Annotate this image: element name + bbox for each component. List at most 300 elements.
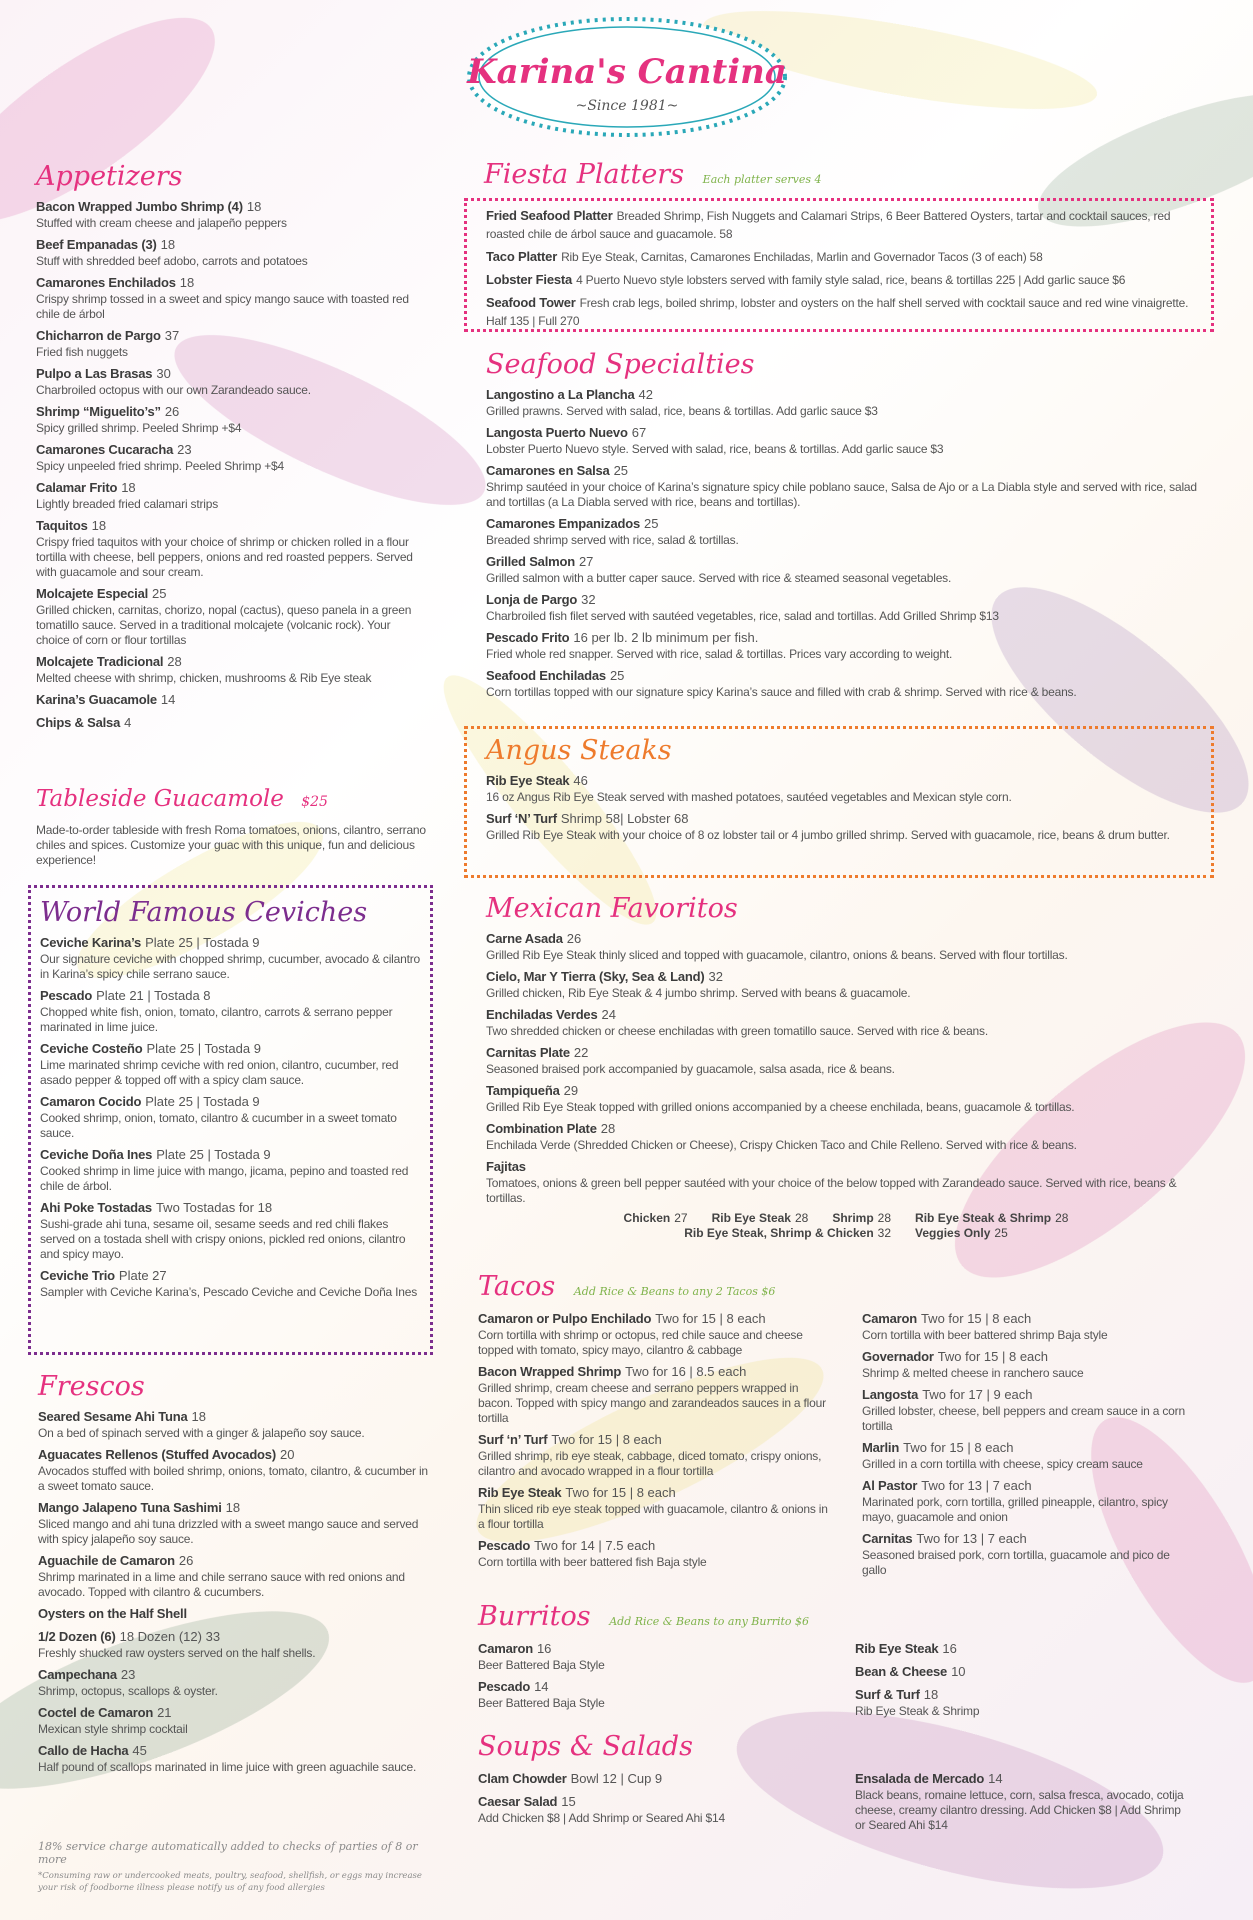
menu-item-heading [36, 403, 426, 421]
menu-item-heading [486, 629, 1206, 647]
tacos-right-list [862, 1310, 1192, 1578]
menu-item-name: Cielo, Mar Y Tierra (Sky, Sea & Land) [486, 969, 705, 984]
menu-item-name: Taco Platter [486, 249, 558, 264]
menu-item-description: Mexican style shrimp cocktail [38, 1722, 188, 1736]
menu-item-heading [40, 1199, 422, 1217]
menu-item-price: Plate 25 | Tostada 9 [156, 1147, 271, 1162]
menu-item [486, 810, 1191, 843]
menu-item-name: Ceviche Costeño [40, 1041, 143, 1056]
menu-item [38, 1552, 428, 1600]
menu-item-price: 18 [191, 1409, 206, 1424]
menu-item-heading [38, 1704, 428, 1722]
menu-item-name: Lonja de Pargo [486, 592, 578, 607]
soups-right-list [855, 1770, 1185, 1833]
menu-item [486, 1158, 1206, 1206]
menu-item-name: Al Pastor [862, 1478, 918, 1493]
tableside-title-text: Tableside Guacamole [36, 786, 284, 812]
menu-item-heading [486, 271, 1196, 289]
menu-item-price: 37 [164, 328, 180, 343]
menu-item [486, 424, 1206, 457]
menu-item-price: Plate 27 [118, 1268, 167, 1283]
ceviches-list [40, 934, 422, 1300]
menu-item-heading [486, 930, 1206, 948]
menu-item-name: Pescado [40, 988, 93, 1003]
menu-item-description: Tomatoes, onions & green bell pepper sautéed with your choice of the below topped with Zarandeado sauce. Served with rice, beans & tortillas. [486, 1176, 1177, 1205]
burritos-right [855, 1640, 1195, 1724]
menu-item [478, 1537, 828, 1570]
menu-item-description: Rib Eye Steak & Shrimp [855, 1704, 980, 1718]
menu-item-name: Oysters on the Half Shell [38, 1606, 187, 1621]
menu-item-heading [486, 386, 1206, 404]
menu-item-heading [38, 1605, 428, 1623]
menu-item-heading [40, 1146, 422, 1164]
menu-item [486, 591, 1206, 624]
menu-item-price: 25 [644, 516, 659, 531]
menu-item-description: Stuffed with cream cheese and jalapeño peppers [36, 216, 287, 230]
menu-item-price: Two for 15 | 8 each [937, 1349, 1049, 1364]
menu-item-price: Two for 15 | 8 each [903, 1440, 1014, 1455]
menu-item-heading [855, 1686, 1195, 1704]
menu-item-heading [486, 294, 1196, 330]
tableside-title [36, 782, 426, 819]
menu-item-description: Grilled shrimp, cream cheese and serrano peppers wrapped in bacon. Topped with spicy mango and zarandeados sauces in a flour tortilla [478, 1381, 826, 1425]
menu-item-price: 18 [923, 1687, 939, 1702]
menu-item-name: Calamar Frito [36, 480, 118, 495]
menu-item-description: Grilled chicken, Rib Eye Steak & 4 jumbo shrimp. Served with beans & guacamole. [486, 986, 911, 1000]
menu-item-name: Pescado Frito [486, 630, 570, 645]
menu-item-price: 32 [708, 969, 723, 984]
menu-item [38, 1742, 428, 1775]
menu-item-price: 28 [600, 1121, 616, 1136]
menu-item-price: 42 [638, 387, 654, 402]
menu-item-price: 22 [573, 1045, 589, 1060]
tacos-title [478, 1270, 1198, 1309]
menu-item-description: Fried fish nuggets [36, 345, 128, 359]
menu-item-description: Add Chicken $8 | Add Shrimp or Seared Ahi $14 [478, 1811, 725, 1825]
menu-item-name: Chips & Salsa [36, 715, 121, 730]
menu-item-name: Molcajete Especial [36, 586, 149, 601]
menu-item-price: Bowl 12 | Cup 9 [570, 1771, 663, 1786]
menu-item-price: 28 [167, 654, 182, 669]
menu-item [36, 198, 426, 231]
menu-item [855, 1663, 1195, 1681]
fajita-option-price: 32 [877, 1226, 892, 1240]
menu-item-heading [40, 934, 422, 952]
menu-item [38, 1628, 428, 1661]
menu-item-name: Seared Sesame Ahi Tuna [38, 1409, 188, 1424]
menu-item-heading [862, 1477, 1192, 1495]
menu-item-description: Half pound of scallops marinated in lime juice with green aguachile sauce. [38, 1760, 417, 1774]
menu-item-description: Melted cheese with shrimp, chicken, mushrooms & Rib Eye steak [36, 671, 372, 685]
menu-item-description: Cooked shrimp, onion, tomato, cilantro & cucumber in a sweet tomato sauce. [40, 1111, 397, 1140]
menu-item-description: Rib Eye Steak, Carnitas, Camarones Enchiladas, Marlin and Governador Tacos (3 of each) 58 [561, 250, 1043, 264]
menu-item-heading [38, 1552, 428, 1570]
menu-item-price: 21 [157, 1705, 172, 1720]
fajita-option [684, 1226, 891, 1240]
logo-text: Karina's Cantina [467, 52, 787, 92]
menu-item-heading [38, 1446, 428, 1464]
menu-item-description: Marinated pork, corn tortilla, grilled pineapple, cilantro, spicy mayo, guacamole and onion [862, 1495, 1168, 1524]
menu-item [40, 1199, 422, 1262]
menu-item-name: Aguacates Rellenos (Stuffed Avocados) [38, 1447, 276, 1462]
menu-item-heading [478, 1537, 828, 1555]
menu-item [478, 1363, 828, 1426]
menu-item-heading [478, 1770, 828, 1788]
steaks-list [486, 772, 1191, 843]
menu-item [486, 772, 1191, 805]
menu-item-description: Seasoned braised pork accompanied by guacamole, salsa asada, rice & beans. [486, 1062, 895, 1076]
fiesta-section [486, 207, 1196, 335]
menu-item [36, 479, 426, 512]
menu-item [486, 462, 1206, 510]
menu-item-description: Sushi-grade ahi tuna, sesame oil, sesame seeds and red chili flakes served on a tostada shell with crispy onions, pickled red onions, cilantro and spicy mayo. [40, 1217, 406, 1261]
fajita-option-name: Shrimp [832, 1211, 874, 1225]
tableside-guacamole [36, 782, 426, 868]
favoritos-title: Mexican Favoritos [486, 893, 738, 924]
menu-item-price: Two for 15 | 8 each [551, 1432, 662, 1447]
menu-item [36, 517, 426, 580]
menu-item-heading [40, 1093, 422, 1111]
menu-item [38, 1704, 428, 1737]
menu-item [40, 1093, 422, 1141]
menu-item-name: Tampiqueña [486, 1083, 560, 1098]
menu-item-description: Charbroiled fish filet served with sautéed vegetables, rice, salad and tortillas. Add Grilled Shrimp $13 [486, 609, 999, 623]
menu-item-price: 14 [988, 1771, 1003, 1786]
menu-item-heading [478, 1363, 828, 1381]
menu-item-price: 18 [91, 518, 107, 533]
menu-item-name: Ceviche Doña Ines [40, 1147, 153, 1162]
restaurant-logo [464, 12, 790, 142]
menu-item-heading [36, 236, 426, 254]
fajita-row-2 [486, 1226, 1206, 1241]
favoritos-list [486, 930, 1206, 1206]
menu-item [855, 1770, 1185, 1833]
soups-right [855, 1770, 1185, 1838]
raw-food-warning: *Consuming raw or undercooked meats, poultry, seafood, shellfish, or eggs may increase your risk of foodborne illness please notify us of any food allergies [38, 1871, 422, 1893]
soups-title: Soups & Salads [478, 1731, 693, 1762]
steaks-section [486, 734, 1191, 848]
menu-item-heading [486, 248, 1196, 266]
tacos-title-text: Tacos [478, 1271, 556, 1302]
menu-item-description: Our signature ceviche with chopped shrimp, cucumber, avocado & cilantro in Karina’s spicy chile serrano sauce. [40, 952, 421, 981]
menu-item-description: Grilled chicken, carnitas, chorizo, nopal (cactus), queso panela in a green tomatillo sauce. Served in a traditional molcajete (volcanic rock). Your choice of corn or flour tortillas [36, 603, 412, 647]
menu-item-price: 16 [536, 1641, 552, 1656]
menu-item-name: Camarones Enchilados [36, 275, 176, 290]
menu-item-heading [486, 1082, 1206, 1100]
menu-item-description: Cooked shrimp in lime juice with mango, jicama, pepino and toasted red chile de árbol. [40, 1164, 409, 1193]
menu-item-name: Camaron or Pulpo Enchilado [478, 1311, 652, 1326]
menu-item-heading [36, 365, 426, 383]
menu-item-description: Sampler with Ceviche Karina’s, Pescado Ceviche and Ceviche Doña Ines [40, 1285, 418, 1299]
soups-left-list [478, 1770, 828, 1826]
menu-item-name: Mango Jalapeno Tuna Sashimi [38, 1500, 222, 1515]
fajita-option-name: Chicken [623, 1211, 671, 1225]
menu-item [40, 1146, 422, 1194]
menu-item-heading [36, 441, 426, 459]
menu-item-description: Thin sliced rib eye steak topped with guacamole, cilantro & onions in a flour tortilla [478, 1502, 828, 1531]
menu-item-price: 15 [561, 1794, 576, 1809]
menu-item-price: Plate 25 | Tostada 9 [146, 1041, 261, 1056]
menu-item-price: 67 [631, 425, 647, 440]
fajita-options [486, 1211, 1206, 1241]
menu-item [40, 987, 422, 1035]
menu-item-name: Rib Eye Steak [486, 773, 570, 788]
menu-item-name: Lobster Fiesta [486, 272, 573, 287]
menu-item-name: Camaron [862, 1311, 917, 1326]
fajita-option [915, 1211, 1068, 1225]
menu-item-heading [862, 1348, 1192, 1366]
menu-item-heading [486, 553, 1206, 571]
menu-item [36, 327, 426, 360]
menu-item-name: Ceviche Trio [40, 1268, 115, 1283]
menu-item-price: Shrimp 58| Lobster 68 [560, 811, 689, 826]
menu-item-name: Camarones Empanizados [486, 516, 641, 531]
menu-item-heading [486, 1158, 1206, 1176]
menu-item-heading [862, 1310, 1192, 1328]
ceviches-section [40, 896, 422, 1305]
menu-item-heading [855, 1770, 1185, 1788]
menu-item-name: Marlin [862, 1440, 900, 1455]
fajita-option-price: 28 [1055, 1211, 1069, 1225]
menu-item-heading [40, 1267, 422, 1285]
menu-item-name: Coctel de Camaron [38, 1705, 154, 1720]
menu-item-name: Campechana [38, 1667, 117, 1682]
menu-item-price: Two for 15 | 8 each [920, 1311, 1032, 1326]
menu-item-name: Clam Chowder [478, 1771, 567, 1786]
menu-item [486, 1120, 1206, 1153]
menu-item-price: Two for 17 | 9 each [922, 1387, 1033, 1402]
tacos-note: Add Rice & Beans to any 2 Tacos $6 [573, 1285, 776, 1298]
menu-item-description: Grilled Rib Eye Steak topped with grilled onions accompanied by a cheese enchilada, beans, guacamole & tortillas. [486, 1100, 1075, 1114]
menu-item-heading [478, 1310, 828, 1328]
menu-item-description: Lime marinated shrimp ceviche with red onion, cilantro, cucumber, red asado pepper & topped off with a spicy clam sauce. [40, 1058, 399, 1087]
menu-item-description: Grilled in a corn tortilla with cheese, spicy cream sauce [862, 1457, 1143, 1471]
menu-item-price: 20 [279, 1447, 295, 1462]
menu-item-name: Surf & Turf [855, 1687, 920, 1702]
menu-item-description: Enchilada Verde (Shredded Chicken or Cheese), Crispy Chicken Taco and Chile Relleno. Served with rice & beans. [486, 1138, 1077, 1152]
menu-item-price: 18 Dozen (12) 33 [119, 1629, 221, 1644]
menu-item [486, 294, 1196, 330]
menu-item-price: Two for 15 | 8 each [565, 1485, 676, 1500]
menu-item-price: 46 [573, 773, 588, 788]
frescos-list [38, 1408, 428, 1775]
menu-item-name: Ceviche Karina’s [40, 935, 142, 950]
menu-item-name: Governador [862, 1349, 934, 1364]
fajita-option-name: Rib Eye Steak [711, 1211, 791, 1225]
menu-item [36, 714, 426, 732]
menu-item-price: Two for 15 | 8 each [655, 1311, 766, 1326]
ceviches-title: World Famous Ceviches [40, 897, 368, 928]
menu-item [478, 1770, 828, 1788]
menu-item [486, 1082, 1206, 1115]
menu-item-name: Pulpo a Las Brasas [36, 366, 153, 381]
menu-item-name: Carnitas [862, 1531, 913, 1546]
menu-item-price: 14 [160, 692, 176, 707]
menu-item [40, 1267, 422, 1300]
fiesta-list [486, 207, 1196, 330]
menu-item-name: Bean & Cheese [855, 1664, 948, 1679]
menu-item [38, 1605, 428, 1623]
menu-item-description: Charbroiled octopus with our own Zarandeado sauce. [36, 383, 311, 397]
menu-item-name: Molcajete Tradicional [36, 654, 164, 669]
menu-item-price: 24 [601, 1007, 616, 1022]
menu-item-heading [486, 591, 1206, 609]
menu-item-name: Pescado [478, 1679, 531, 1694]
menu-item-description: Grilled lobster, cheese, bell peppers and cream sauce in a corn tortilla [862, 1404, 1185, 1433]
menu-item-heading [36, 479, 426, 497]
menu-item-heading [40, 1040, 422, 1058]
menu-item-name: Surf ‘N’ Turf [486, 811, 557, 826]
menu-item-name: Carnitas Plate [486, 1045, 570, 1060]
menu-item-description: On a bed of spinach served with a ginger & jalapeño soy sauce. [38, 1426, 365, 1440]
burritos-header [478, 1600, 1198, 1643]
menu-item-price: Two for 16 | 8.5 each [625, 1364, 747, 1379]
menu-item [486, 930, 1206, 963]
menu-item-price: 26 [566, 931, 582, 946]
menu-item-price: Plate 25 | Tostada 9 [145, 935, 260, 950]
menu-item-heading [486, 968, 1206, 986]
menu-item [478, 1640, 828, 1673]
menu-item [862, 1310, 1192, 1343]
menu-item-heading [478, 1484, 828, 1502]
menu-item-heading [36, 517, 426, 535]
fajita-option-price: 25 [994, 1226, 1008, 1240]
menu-item-heading [40, 987, 422, 1005]
burritos-left-list [478, 1640, 828, 1711]
menu-item-description: Corn tortilla with shrimp or octopus, red chile sauce and cheese topped with tomato, spicy mayo, cilantro & cabbage [478, 1328, 803, 1357]
soups-header [478, 1730, 1198, 1768]
menu-item [478, 1678, 828, 1711]
menu-item-description: Breaded Shrimp, Fish Nuggets and Calamari Strips, 6 Beer Battered Oysters, tartar and cocktail sauces, red roasted chile de árbol sauce and guacamole. 58 [486, 209, 1171, 241]
seafood-list [486, 386, 1206, 700]
menu-item [38, 1666, 428, 1699]
menu-item-name: Langostino a La Plancha [486, 387, 635, 402]
menu-item-price: 18 [160, 237, 176, 252]
menu-item-price: 26 [178, 1553, 194, 1568]
menu-item [38, 1408, 428, 1441]
menu-item-heading [486, 667, 1206, 685]
menu-item [486, 629, 1206, 662]
menu-item-description: Beer Battered Baja Style [478, 1696, 605, 1710]
menu-item-description: 4 Puerto Nuevo style lobsters served with family style salad, rice, beans & tortillas 225 | Add garlic sauce $6 [576, 273, 1126, 287]
menu-item-description: Avocados stuffed with boiled shrimp, onions, tomato, cilantro, & cucumber in a sweet tomato sauce. [38, 1464, 428, 1493]
menu-item-name: Seafood Enchiladas [486, 668, 606, 683]
menu-item [486, 515, 1206, 548]
menu-item-heading [486, 810, 1191, 828]
menu-item-description: Two shredded chicken or cheese enchiladas with green tomatillo sauce. Served with rice & beans. [486, 1024, 988, 1038]
menu-item-heading [38, 1408, 428, 1426]
menu-item-name: Karina’s Guacamole [36, 692, 157, 707]
menu-item-price: 32 [581, 592, 596, 607]
menu-item-name: Caesar Salad [478, 1794, 558, 1809]
steaks-title: Angus Steaks [486, 735, 672, 766]
menu-item-heading [36, 274, 426, 292]
soups-left [478, 1770, 828, 1831]
menu-item [862, 1477, 1192, 1525]
menu-item-heading [855, 1663, 1195, 1681]
menu-item-price: 10 [951, 1664, 966, 1679]
menu-item-heading [862, 1439, 1192, 1457]
menu-item-heading [486, 1006, 1206, 1024]
menu-item-name: Rib Eye Steak [478, 1485, 562, 1500]
menu-item [486, 248, 1196, 266]
menu-item-description: Crispy fried taquitos with your choice of shrimp or chicken rolled in a flour tortilla with cheese, bell peppers, onions and red roasted peppers. Served with guacamole and sour cream. [36, 535, 413, 579]
menu-item-name: Camaron Cocido [40, 1094, 142, 1109]
menu-item-name: Camarones Cucaracha [36, 442, 174, 457]
menu-item [486, 667, 1206, 700]
menu-item-description: Grilled salmon with a butter caper sauce. Served with rice & steamed seasonal vegetables. [486, 571, 952, 585]
menu-item-heading [36, 653, 426, 671]
menu-item-description: Chopped white fish, onion, tomato, cilantro, carrots & serrano pepper marinated in lime juice. [40, 1005, 393, 1034]
menu-item-price: 18 [179, 275, 195, 290]
menu-item-description: Corn tortilla with beer battered fish Baja style [478, 1555, 707, 1569]
menu-item-description: Seasoned braised pork, corn tortilla, guacamole and pico de gallo [862, 1548, 1170, 1577]
menu-item-heading [862, 1386, 1192, 1404]
menu-item [40, 1040, 422, 1088]
menu-item-name: Surf ‘n’ Turf [478, 1432, 548, 1447]
menu-item-name: Seafood Tower [486, 295, 576, 310]
menu-item-description: Shrimp sautéed in your choice of Karina’s signature spicy chile poblano sauce, Salsa de Ajo or a La Diabla style and served with rice, salad and tortillas (a La Diabla served with rice, beans and tortillas). [486, 480, 1197, 509]
menu-item-description: Sliced mango and ahi tuna drizzled with a sweet mango sauce and served with spicy jalapeño soy sauce. [38, 1517, 419, 1546]
menu-item-price: 16 per lb. 2 lb minimum per fish. [573, 630, 759, 645]
menu-item-description: Corn tortilla with beer battered shrimp Baja style [862, 1328, 1108, 1342]
frescos-title: Frescos [38, 1371, 145, 1402]
favoritos-section [486, 892, 1206, 1241]
menu-item-price: 23 [177, 442, 192, 457]
menu-item-price: Two for 13 | 7 each [921, 1478, 1032, 1493]
menu-item-price: Plate 25 | Tostada 9 [145, 1094, 260, 1109]
menu-item-price: 23 [120, 1667, 136, 1682]
menu-item [38, 1446, 428, 1494]
fajita-option [832, 1211, 891, 1225]
menu-item-heading [486, 1044, 1206, 1062]
menu-item-heading [478, 1431, 828, 1449]
fajita-option-price: 27 [674, 1211, 688, 1225]
menu-item [36, 365, 426, 398]
menu-item-name: Ensalada de Mercado [855, 1771, 985, 1786]
menu-item-heading [36, 198, 426, 216]
burritos-right-list [855, 1640, 1195, 1719]
menu-item [36, 585, 426, 648]
menu-item-heading [486, 772, 1191, 790]
appetizers-title: Appetizers [36, 161, 183, 192]
menu-item-name: Ahi Poke Tostadas [40, 1200, 152, 1215]
menu-item-description: Fresh crab legs, boiled shrimp, lobster and oysters on the half shell served with cocktail sauce and red wine vinaigrette. Half 135 | Full 270 [486, 296, 1189, 328]
menu-item-name: Callo de Hacha [38, 1743, 129, 1758]
menu-item-heading [486, 462, 1206, 480]
menu-item-name: Taquitos [36, 518, 88, 533]
burritos-note: Add Rice & Beans to any Burrito $6 [609, 1615, 810, 1628]
menu-item [486, 1044, 1206, 1077]
menu-item-price: 26 [164, 404, 180, 419]
menu-item-name: Aguachile de Camaron [38, 1553, 175, 1568]
menu-item-name: Bacon Wrapped Shrimp [478, 1364, 622, 1379]
menu-item-description: Beer Battered Baja Style [478, 1658, 605, 1672]
menu-item-name: Langosta Puerto Nuevo [486, 425, 628, 440]
menu-item [40, 934, 422, 982]
menu-item-heading [486, 1120, 1206, 1138]
menu-item [855, 1640, 1195, 1658]
fiesta-note: Each platter serves 4 [702, 173, 822, 186]
menu-item-price: 30 [156, 366, 171, 381]
fiesta-title [484, 158, 1204, 197]
menu-item-price: Two for 13 | 7 each [916, 1531, 1027, 1546]
fajita-option-price: 28 [794, 1211, 809, 1225]
menu-item [486, 968, 1206, 1001]
menu-item-heading [486, 207, 1196, 243]
menu-item-heading [862, 1530, 1192, 1548]
menu-item-heading [38, 1666, 428, 1684]
